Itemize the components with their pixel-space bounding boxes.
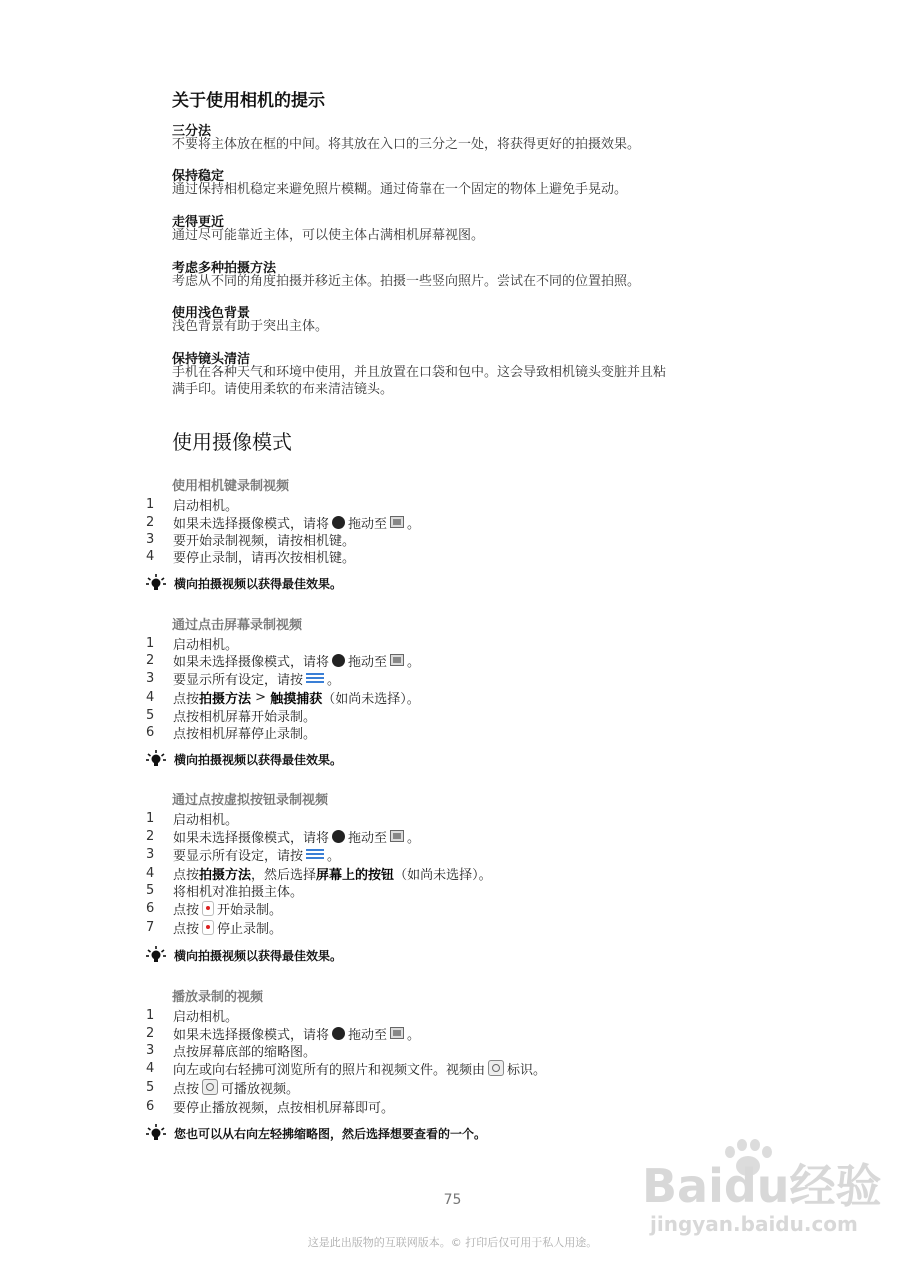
tip-title: 考虑多种拍摄方法 [172, 261, 277, 276]
step-number: 4 [146, 865, 155, 881]
step-text: 停止录制。 [217, 921, 283, 937]
step-number: 2 [146, 1025, 155, 1041]
step-text: ，然后选择 [251, 867, 317, 883]
lightbulb-icon [146, 574, 174, 592]
menu-icon [306, 847, 324, 861]
step-number: 1 [146, 496, 155, 512]
step-number: 2 [146, 828, 155, 844]
step-bold-text: 触摸捕获 [270, 691, 323, 707]
step-text: 启动相机。 [173, 1009, 239, 1025]
step-number: 3 [146, 531, 155, 547]
step-text: 可播放视频。 [221, 1081, 300, 1097]
step-number: 6 [146, 724, 155, 740]
mode-toggle-icon [332, 830, 345, 843]
tip-body: 满手印。请使用柔软的布来清洁镜头。 [172, 382, 394, 397]
step [146, 706, 316, 724]
step-number: 5 [146, 707, 155, 723]
step [146, 530, 355, 548]
video-play-icon [202, 1079, 218, 1095]
step-text: 要显示所有设定，请按 [173, 672, 304, 688]
step [146, 1024, 420, 1042]
step-number: 2 [146, 652, 155, 668]
tips-heading: 关于使用相机的提示 [172, 91, 325, 111]
step-text: 。 [407, 1027, 421, 1043]
step [146, 1059, 546, 1077]
step [146, 495, 238, 513]
video-mode-icon [390, 516, 404, 528]
tip-body: 考虑从不同的角度拍摄并移近主体。拍摄一些竖向照片。尝试在不同的位置拍照。 [172, 274, 641, 289]
step-text: 点按相机屏幕停止录制。 [173, 726, 317, 742]
step [146, 881, 303, 899]
step-text: 如果未选择摄像模式，请将 [173, 654, 330, 670]
tip-title: 走得更近 [172, 215, 225, 230]
step-text: 。 [327, 848, 341, 864]
step [146, 845, 340, 863]
step-number: 2 [146, 514, 155, 530]
step-text: 。 [407, 830, 421, 846]
video-mode-heading: 使用摄像模式 [172, 430, 292, 454]
hint-text: 横向拍摄视频以获得最佳效果。 [174, 576, 343, 591]
step [146, 918, 282, 936]
step-bold-text: 屏幕上的按钮 [316, 867, 395, 883]
step-number: 3 [146, 670, 155, 686]
step-number: 5 [146, 882, 155, 898]
step-text: 如果未选择摄像模式，请将 [173, 516, 330, 532]
step-number: 3 [146, 1042, 155, 1058]
step-bold-text: 拍摄方法 [199, 691, 252, 707]
step-text: 如果未选择摄像模式，请将 [173, 1027, 330, 1043]
step-text: 点按 [173, 867, 200, 883]
step-text: 点按相机屏幕开始录制。 [173, 709, 317, 725]
step-text: 拖动至 [348, 1027, 388, 1043]
step [146, 669, 340, 687]
step-number: 4 [146, 548, 155, 564]
step [146, 1097, 394, 1115]
step-text: 标识。 [507, 1062, 547, 1078]
tip-title: 保持稳定 [172, 169, 225, 184]
hint [146, 750, 342, 768]
step [146, 634, 238, 652]
step-number: 3 [146, 846, 155, 862]
step-text: 开始录制。 [217, 902, 283, 918]
step-text: 点按 [173, 902, 200, 918]
baidu-watermark-logo: Baidu经验 [642, 1159, 882, 1213]
hint-text: 横向拍摄视频以获得最佳效果。 [174, 752, 343, 767]
step-number: 4 [146, 689, 155, 705]
tip-title: 使用浅色背景 [172, 306, 251, 321]
step [146, 688, 420, 706]
baidu-watermark-url: jingyan.baidu.com [650, 1212, 858, 1236]
step-text: （如尚未选择）。 [322, 691, 420, 707]
step-text: 点按 [173, 691, 200, 707]
hint [146, 946, 342, 964]
step-text: > [251, 689, 271, 705]
step-number: 1 [146, 1007, 155, 1023]
step [146, 513, 420, 531]
step [146, 1078, 299, 1096]
step-number: 7 [146, 919, 155, 935]
step-bold-text: 拍摄方法 [199, 867, 252, 883]
step-text: （如尚未选择）。 [394, 867, 492, 883]
stop-button-icon [202, 920, 214, 935]
step-text: 点按 [173, 1081, 200, 1097]
step [146, 651, 420, 669]
page-number: 75 [443, 1192, 462, 1208]
step-text: 拖动至 [348, 516, 388, 532]
step-text: 。 [407, 654, 421, 670]
step-number: 6 [146, 1098, 155, 1114]
step-text: 启动相机。 [173, 498, 239, 514]
step-text: 启动相机。 [173, 637, 239, 653]
step-text: 向左或向右轻拂可浏览所有的照片和视频文件。视频由 [173, 1062, 486, 1078]
tip-body: 通过保持相机稳定来避免照片模糊。通过倚靠在一个固定的物体上避免手晃动。 [172, 182, 628, 197]
step-text: 要显示所有设定，请按 [173, 848, 304, 864]
hint [146, 574, 342, 592]
step [146, 899, 282, 917]
step [146, 864, 492, 882]
section-title: 通过点按虚拟按钮录制视频 [172, 793, 329, 808]
step [146, 723, 316, 741]
step [146, 1041, 316, 1059]
tip-title: 保持镜头清洁 [172, 352, 251, 367]
hint-text: 横向拍摄视频以获得最佳效果。 [174, 948, 343, 963]
step-number: 5 [146, 1079, 155, 1095]
step-text: 要开始录制视频，请按相机键。 [173, 533, 356, 549]
hint-text: 您也可以从右向左轻拂缩略图，然后选择想要查看的一个。 [174, 1126, 487, 1141]
hint [146, 1124, 486, 1142]
tip-body: 通过尽可能靠近主体，可以使主体占满相机屏幕视图。 [172, 228, 485, 243]
tip-title: 三分法 [172, 124, 212, 139]
video-mode-icon [390, 654, 404, 666]
tip-body: 浅色背景有助于突出主体。 [172, 319, 329, 334]
step-text: 拖动至 [348, 654, 388, 670]
step-text: 启动相机。 [173, 812, 239, 828]
record-button-icon [202, 901, 214, 916]
step-text: 如果未选择摄像模式，请将 [173, 830, 330, 846]
step-text: 点按屏幕底部的缩略图。 [173, 1044, 317, 1060]
lightbulb-icon [146, 1124, 174, 1142]
section-title: 使用相机键录制视频 [172, 479, 290, 494]
tip-body: 不要将主体放在框的中间。将其放在入口的三分之一处，将获得更好的拍摄效果。 [172, 137, 641, 152]
mode-toggle-icon [332, 1027, 345, 1040]
step-number: 1 [146, 810, 155, 826]
step-number: 1 [146, 635, 155, 651]
tip-body: 手机在各种天气和环境中使用，并且放置在口袋和包中。这会导致相机镜头变脏并且粘 [172, 365, 667, 380]
section-title: 播放录制的视频 [172, 990, 264, 1005]
step-text: 将相机对准拍摄主体。 [173, 884, 304, 900]
step-text: 拖动至 [348, 830, 388, 846]
lightbulb-icon [146, 946, 174, 964]
lightbulb-icon [146, 750, 174, 768]
section-title: 通过点击屏幕录制视频 [172, 618, 303, 633]
step [146, 809, 238, 827]
step-text: 要停止录制，请再次按相机键。 [173, 550, 356, 566]
step-text: 点按 [173, 921, 200, 937]
step [146, 547, 355, 565]
step [146, 827, 420, 845]
step-text: 。 [327, 672, 341, 688]
step-number: 6 [146, 900, 155, 916]
step-text: 。 [407, 516, 421, 532]
step-number: 4 [146, 1060, 155, 1076]
mode-toggle-icon [332, 654, 345, 667]
video-mode-icon [390, 830, 404, 842]
mode-toggle-icon [332, 516, 345, 529]
step-text: 要停止播放视频，点按相机屏幕即可。 [173, 1100, 395, 1116]
menu-icon [306, 671, 324, 685]
video-mode-icon [390, 1027, 404, 1039]
video-play-icon [488, 1060, 504, 1076]
step [146, 1006, 238, 1024]
footer-notice: 这是此出版物的互联网版本。© 打印后仅可用于私人用途。 [307, 1236, 598, 1249]
